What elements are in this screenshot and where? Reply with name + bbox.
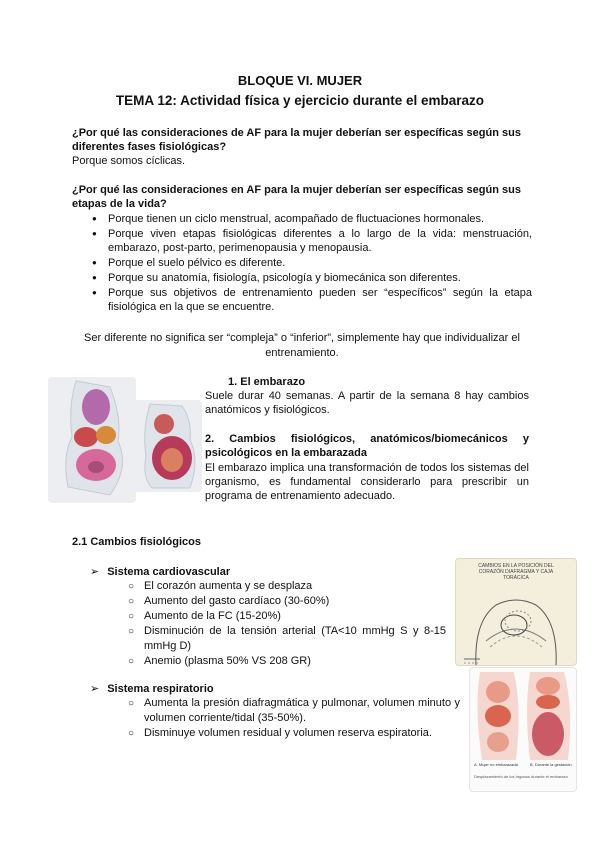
list-item: ● Porque viven etapas fisiológicas diferentes a lo largo de la vida: menstruación, embarazo, post-parto, perimenopausia y menopausia. (72, 227, 532, 255)
organ-figure-caption: Desplazamiento de los órganos durante el embarazo (474, 774, 568, 779)
cardio-heading (90, 565, 230, 578)
list-item: ● Porque su anatomía, fisiología, psicología y biomecánica son diferentes. (72, 271, 532, 285)
list-item: ○ Disminución de la tensión arterial (TA<10 mmHg S y 8-15 mmHg D) (128, 624, 446, 654)
heart-figure-title: CAMBIOS EN LA POSICIÓN DEL CORAZÓN DIAFRAGMA Y CAJA TORÁCICA (478, 563, 554, 581)
resp-heading-label: Sistema respiratorio (107, 683, 214, 695)
answer-1: Porque somos cíclicas. (72, 155, 186, 167)
section-2-text: El embarazo implica una transformación de todos los sistemas del organismo, es fundamental considerarlo para prescribir un programa de entrenamiento adecuado. (205, 462, 529, 502)
organ-right-label: B. Durante la gestación (530, 762, 572, 767)
question-1: ¿Por qué las consideraciones de AF para la mujer deberían ser específicas según sus diferentes fases fisiológicas? (72, 127, 521, 153)
list-item: ○ Anemio (plasma 50% VS 208 GR) (128, 654, 446, 669)
list-item: ○ Aumento de la FC (15-20%) (128, 609, 446, 624)
note-paragraph: Ser diferente no significa ser “compleja” o “inferior”, simplemente hay que individualizar el entrenamiento. (84, 332, 520, 359)
list-item: ○ El corazón aumenta y se desplaza (128, 579, 446, 594)
resp-heading (90, 682, 214, 695)
heart-position-figure (455, 558, 577, 666)
pregnancy-illustration-small (132, 400, 202, 492)
organ-left-label: A. Mujer no embarazada (474, 762, 518, 767)
reasons-list (72, 212, 532, 315)
section-1-text: Suele durar 40 semanas. A partir de la semana 8 hay cambios anatómicos y fisiológicos. (205, 390, 529, 416)
topic-title: TEMA 12: Actividad física y ejercicio durante el embarazo (115, 93, 485, 108)
resp-list (128, 696, 460, 741)
list-item: ○ Aumento del gasto cardíaco (30-60%) (128, 594, 446, 609)
pregnancy-illustration-large (48, 377, 136, 503)
arrow-icon: ➢ (90, 566, 100, 578)
cardio-heading-label: Sistema cardiovascular (107, 566, 231, 578)
list-item: ● Porque el suelo pélvico es diferente. (72, 256, 532, 270)
question-2: ¿Por qué las consideraciones en AF para la mujer deberían ser específicas según sus etapas de la vida? (72, 184, 521, 210)
block-title: BLOQUE VI. MUJER (237, 73, 363, 88)
cardio-list (128, 579, 446, 669)
list-item: ○ Aumenta la presión diafragmática y pulmonar, volumen minuto y volumen corriente/tidal (35-50%). (128, 696, 460, 726)
subsection-heading: 2.1 Cambios fisiológicos (72, 536, 201, 548)
organ-displacement-figure (469, 667, 577, 792)
section-2-heading: 2. Cambios fisiológicos, anatómicos/biomecánicos y psicológicos en la embarazada (205, 433, 529, 459)
arrow-icon: ➢ (90, 683, 100, 695)
list-item: ● Porque sus objetivos de entrenamiento pueden ser “específicos” según la etapa fisiológica en la que se encuentre. (72, 286, 532, 314)
list-item: ● Porque tienen un ciclo menstrual, acompañado de fluctuaciones hormonales. (72, 212, 532, 226)
section-1-heading: 1. El embarazo (228, 376, 306, 388)
list-item: ○ Disminuye volumen residual y volumen reserva espiratoria. (128, 726, 460, 741)
